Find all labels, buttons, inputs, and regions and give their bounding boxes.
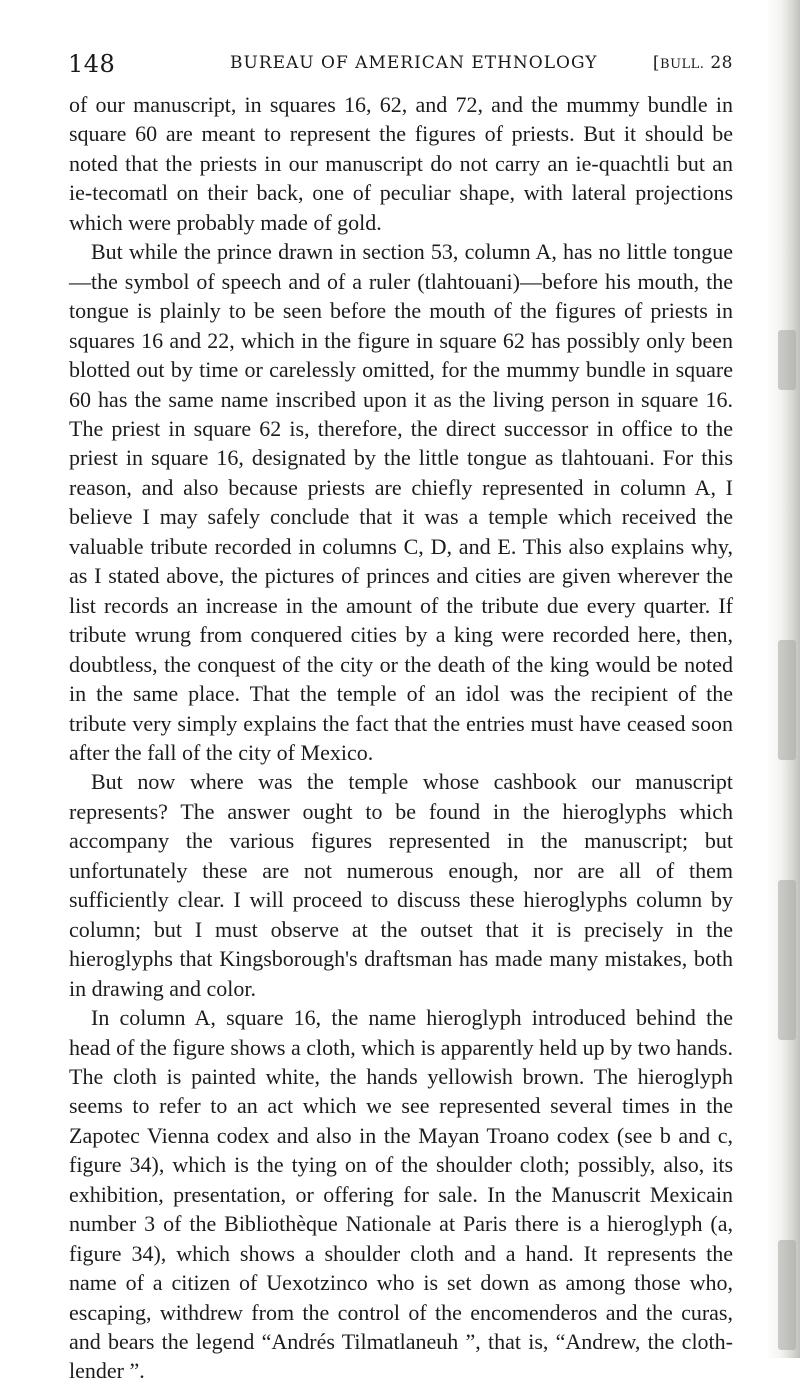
paragraph: In column A, square 16, the name hieroglyph introduced behind the head of the figure shows a cloth, which is apparently held up by two hands. The cloth is painted white, the hands yellowish brown. The hieroglyph seems to refer to an act which we see represented several times in the Zapotec Vienna codex and also in the Mayan Troano codex (see b and c, figure 34), which is the tying on of the shoulder cloth; possibly, also, its exhibition, presentation, or offering for sale. In the Manuscrit Mexicain number 3 of the Bibliothèque Nationale at Paris there is a hieroglyph (a, figure 34), which shows a shoulder cloth and a hand. It represents the name of a citizen of Uexotzinco who is set down as among those who, escaping, withdrew from the control of the encomenderos and the curas, and bears the legend “Andrés Tilmatlaneuh ”, that is, “Andrew, the cloth-lender ”. <box>69 1005 733 1384</box>
running-title: BUREAU OF AMERICAN ETHNOLOGY <box>230 53 598 73</box>
bulletin-number: 28 <box>704 53 733 73</box>
page-header <box>68 50 733 82</box>
page-edge-mark <box>778 330 796 390</box>
bulletin-abbrev: BULL. <box>660 57 705 72</box>
page-edge-mark <box>778 880 796 1040</box>
bulletin-bracket: [ <box>652 53 661 73</box>
bulletin-reference <box>653 53 733 73</box>
page-edge-mark <box>778 640 796 760</box>
body-text <box>69 90 733 1386</box>
page-edge-mark <box>778 1240 796 1350</box>
paragraph: But now where was the temple whose cashbook our manuscript represents? The answer ought to be found in the hieroglyphs which accompany the various figures represented in the manuscript; but unfortunately these are not numerous enough, nor are all of them sufficiently clear. I will proceed to discuss these hieroglyphs column by column; but I must observe at the outset that it is precisely in the hieroglyphs that Kingsborough's draftsman has made many mistakes, both in drawing and color. <box>69 769 733 1001</box>
paragraph: But while the prince drawn in section 53, column A, has no little tongue—the symbol of speech and of a ruler (tlahtouani)—before his mouth, the tongue is plainly to be seen before the mouth of the figures of priests in squares 16 and 22, which in the figure in square 62 has possibly only been blotted out by time or carelessly omitted, for the mummy bundle in square 60 has the same name inscribed upon it as the living person in square 16. The priest in square 62 is, therefore, the direct successor in office to the priest in square 16, designated by the little tongue as tlahtouani. For this reason, and also because priests are chiefly represented in column A, I believe I may safely conclude that it was a temple which received the valuable tribute recorded in columns C, D, and E. This also explains why, as I stated above, the pictures of princes and cities are given wherever the list records an increase in the amount of the tribute due every quarter. If tribute wrung from conquered cities by a king were recorded here, then, doubtless, the conquest of the city or the death of the king would be noted in the same place. That the temple of an idol was the recipient of the tribute very simply explains the fact that the entries must have ceased soon after the fall of the city of Mexico. <box>69 239 733 765</box>
page-number: 148 <box>68 50 116 78</box>
paragraph: of our manuscript, in squares 16, 62, and 72, and the mummy bundle in square 60 are meant to represent the figures of priests. But it should be noted that the priests in our manuscript do not carry an ie-quachtli but an ie-tecomatl on their back, one of peculiar shape, with lateral projections which were probably made of gold. <box>69 92 733 235</box>
